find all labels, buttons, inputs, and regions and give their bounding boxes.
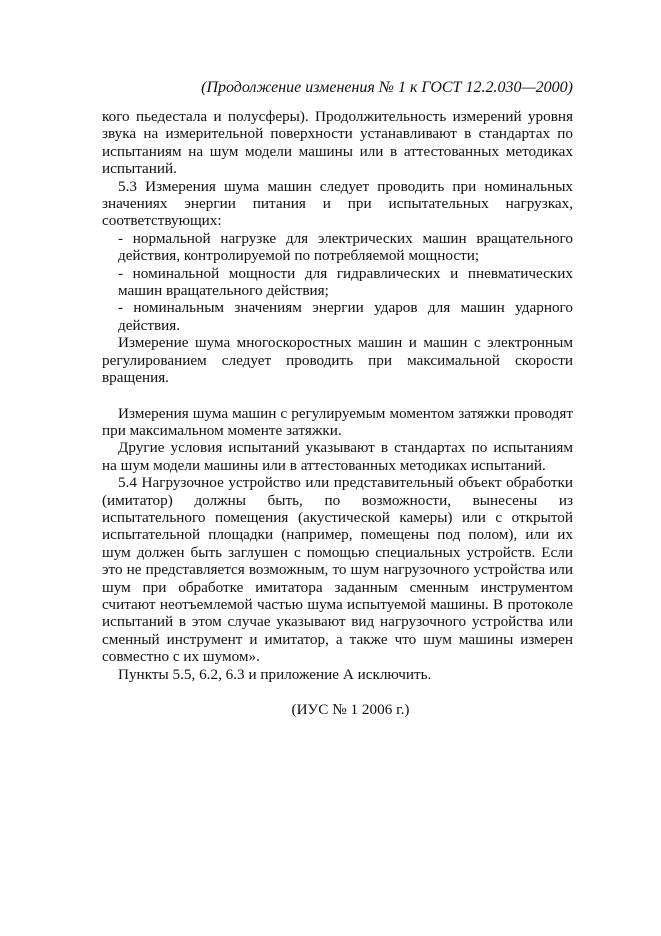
paragraph-torque: Измерения шума машин с регулируемым моментом затяжки проводят при максимальном моменте затяжки. <box>102 404 573 439</box>
list-item: - номинальным значениям энергии ударов для машин ударного действия. <box>118 299 573 334</box>
paragraph-5-4: 5.4 Нагрузочное устройство или представительный объект обработки (имитатор) должны быть, по возможности, вынесены из испытательного помещения (акустической камеры) или с открытой испытательной площадки (например, помещены под полом), или их шум должен быть заглушен с помощью специальных устройств. Если это не представляется возможным, то шум нагрузочного устройства или шум при обработке имитатора заданным сменным инструментом считают неотъемлемой частью шума испытуемой машины. В протоколе испытаний в этом случае указывают вид нагрузочного устройства или сменный инструмент и имитатор, а также что шум машины измерен совместно с их шумом». <box>102 474 573 666</box>
paragraph-continuation: кого пьедестала и полусферы). Продолжительность измерений уровня звука на измерительной поверхности устанавливают в стандартах по испытаниям на шум модели машины или в аттестованных методиках испытаний. <box>102 108 573 178</box>
paragraph-other-conditions: Другие условия испытаний указывают в стандартах по испытаниям на шум модели машины или в аттестованных методиках испытаний. <box>102 439 573 474</box>
list-item: - нормальной нагрузке для электрических машин вращательного действия, контролируемой по потребляемой мощности; <box>118 229 573 265</box>
page-header: (Продолжение изменения № 1 к ГОСТ 12.2.030—2000) <box>201 79 573 96</box>
paragraph-exclusions: Пункты 5.5, 6.2, 6.3 и приложение А исключить. <box>118 665 432 683</box>
paragraph-5-3: 5.3 Измерения шума машин следует проводить при номинальных значениях энергии питания и при испытательных нагрузках, соответствующих: <box>102 177 573 230</box>
list-item: - номинальной мощности для гидравлических и пневматических машин вращательного действия; <box>118 264 573 300</box>
document-body <box>102 108 573 718</box>
source-reference: (ИУС № 1 2006 г.) <box>291 701 410 718</box>
paragraph-multispeed: Измерение шума многоскоростных машин и машин с электронным регулированием следует проводить при максимальной скорости вращения. <box>102 334 573 387</box>
